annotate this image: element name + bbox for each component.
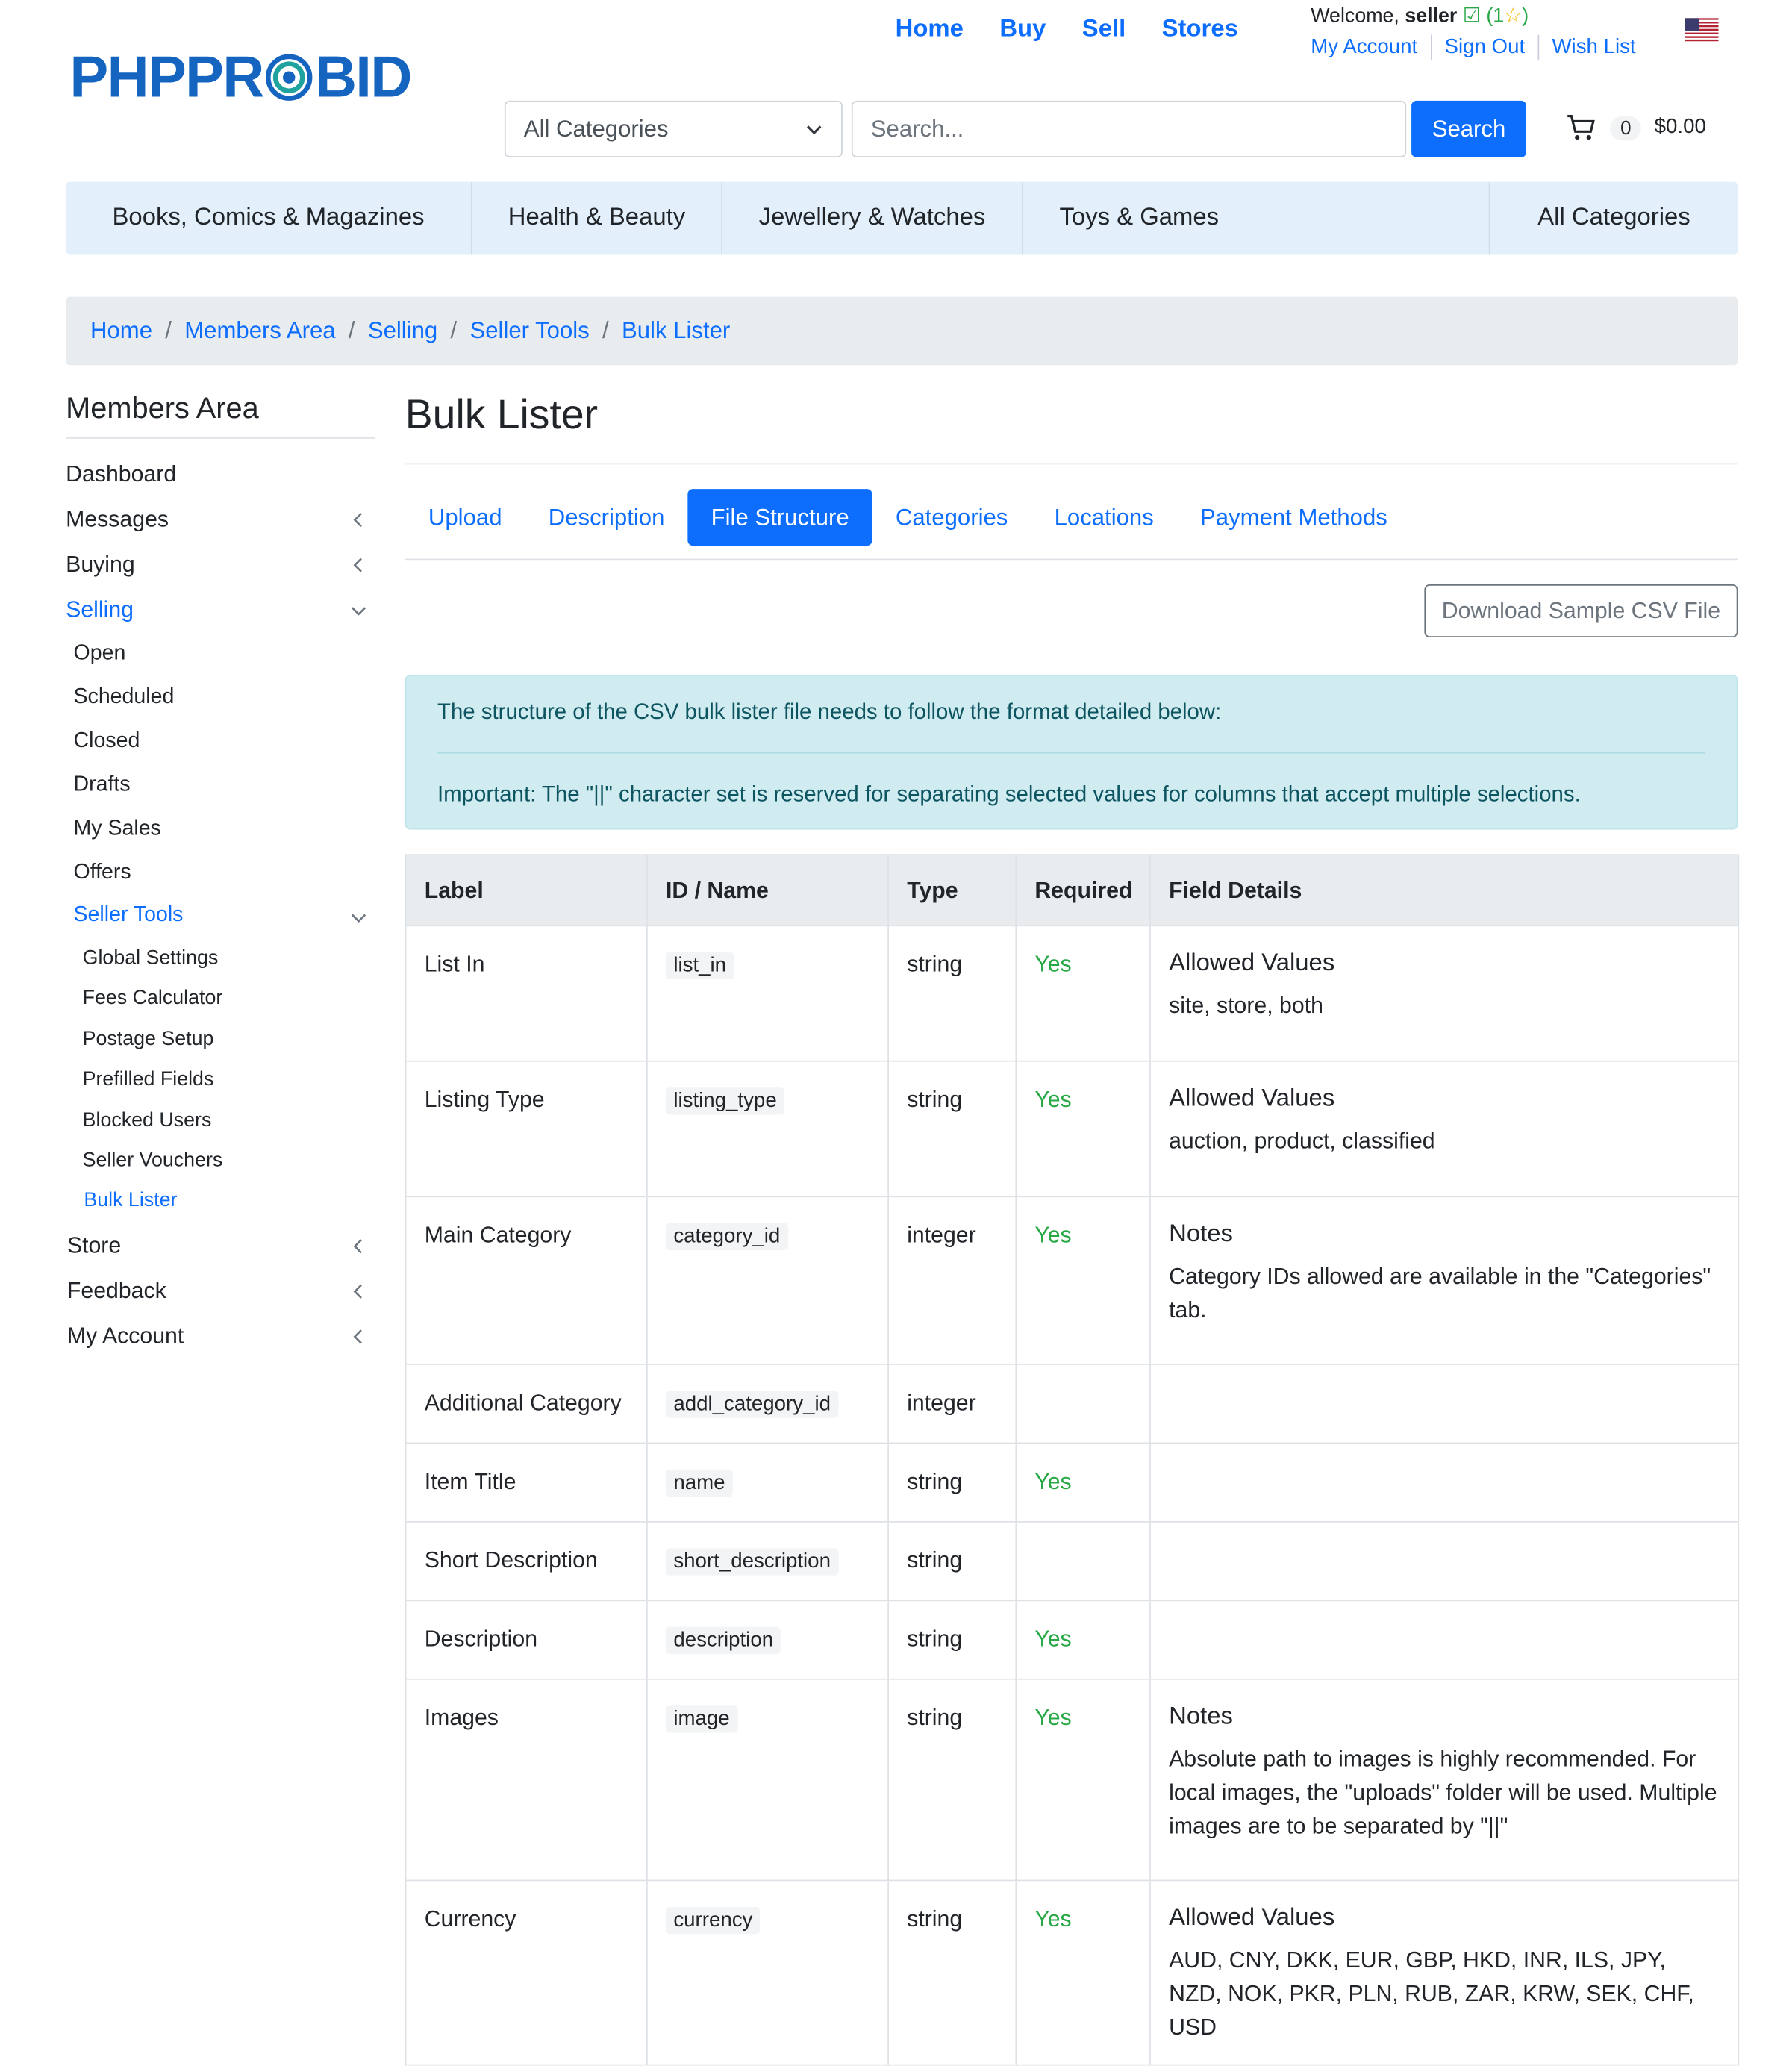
column-header-required: Required <box>1016 855 1150 926</box>
alert-text-important: Important: The "||" character set is reserved for separating selected values for columns that accept multiple selections. <box>437 781 1581 807</box>
star-icon: ☆ <box>1504 4 1523 28</box>
site-logo[interactable] <box>69 41 410 113</box>
row-type: string <box>888 1061 1016 1197</box>
row-type: string <box>888 926 1016 1061</box>
row-details <box>1150 1522 1738 1600</box>
sidebar-item-global-settings[interactable]: Global Settings <box>82 946 219 970</box>
category-jewellery-watches[interactable]: Jewellery & Watches <box>722 182 1023 255</box>
row-id: name <box>666 1470 733 1497</box>
column-header-id: ID / Name <box>647 855 888 926</box>
row-required: Yes <box>1016 1679 1150 1881</box>
row-label: List In <box>406 926 647 1061</box>
row-details <box>1150 1443 1738 1521</box>
breadcrumb-members-area[interactable]: Members Area <box>184 317 336 343</box>
row-details <box>1150 1600 1738 1679</box>
tab-description[interactable]: Description <box>548 504 665 530</box>
tab-payment-methods[interactable]: Payment Methods <box>1200 504 1387 530</box>
download-sample-csv-button[interactable]: Download Sample CSV File <box>1424 584 1738 637</box>
logo-text-left: PHPPR <box>69 43 263 110</box>
row-details-title: Allowed Values <box>1169 1085 1335 1113</box>
breadcrumb-bulk-lister[interactable]: Bulk Lister <box>621 317 731 343</box>
row-required: Yes <box>1016 1061 1150 1197</box>
tab-file-structure[interactable]: File Structure <box>688 489 872 546</box>
chevron-down-icon[interactable] <box>351 602 366 618</box>
account-links <box>1311 35 1649 61</box>
sidebar-item-fees-calculator[interactable]: Fees Calculator <box>82 987 223 1009</box>
cart-total: $0.00 <box>1654 116 1706 138</box>
row-type: string <box>888 1880 1016 2065</box>
row-details-title: Notes <box>1169 1703 1233 1731</box>
sidebar-divider <box>66 437 375 439</box>
target-logo-icon <box>264 53 313 102</box>
verified-check-icon: ☑ <box>1462 4 1481 28</box>
sidebar-item-prefilled-fields[interactable]: Prefilled Fields <box>82 1068 214 1090</box>
chevron-left-icon[interactable] <box>351 512 366 528</box>
sidebar-item-my-account[interactable]: My Account <box>66 1322 184 1349</box>
nav-home[interactable]: Home <box>895 15 964 43</box>
nav-stores[interactable]: Stores <box>1161 15 1238 43</box>
sign-out-link[interactable]: Sign Out <box>1431 35 1538 61</box>
my-account-link[interactable]: My Account <box>1311 36 1418 58</box>
cart-icon <box>1567 113 1597 142</box>
row-label: Description <box>406 1600 647 1679</box>
category-all[interactable]: All Categories <box>1489 182 1738 255</box>
page-title: Bulk Lister <box>405 390 599 437</box>
nav-sell[interactable]: Sell <box>1081 15 1126 43</box>
wish-list-link[interactable]: Wish List <box>1537 35 1648 61</box>
sidebar-item-feedback[interactable]: Feedback <box>66 1277 166 1303</box>
logo-text-right: BID <box>314 43 411 110</box>
alert-divider <box>437 752 1705 754</box>
sidebar-item-seller-vouchers[interactable]: Seller Vouchers <box>82 1149 223 1172</box>
table-row <box>406 926 1739 1061</box>
column-header-type: Type <box>888 855 1016 926</box>
sidebar-title: Members Area <box>66 390 259 425</box>
tab-bar <box>405 489 1411 546</box>
table-row <box>406 1880 1739 2065</box>
sidebar-item-drafts[interactable]: Drafts <box>73 773 131 796</box>
sidebar-item-seller-tools[interactable]: Seller Tools <box>73 903 184 927</box>
row-id: short_description <box>666 1548 838 1575</box>
row-required: Yes <box>1016 1600 1150 1679</box>
row-type: integer <box>888 1364 1016 1443</box>
tab-categories[interactable]: Categories <box>895 504 1008 530</box>
row-details <box>1150 1364 1738 1443</box>
sidebar-item-store[interactable]: Store <box>66 1232 122 1258</box>
breadcrumb-seller-tools[interactable]: Seller Tools <box>469 317 590 343</box>
cart[interactable] <box>1567 113 1706 142</box>
chevron-left-icon[interactable] <box>351 1238 366 1254</box>
category-toys-games[interactable]: Toys & Games <box>1059 204 1220 231</box>
username: seller <box>1405 4 1458 28</box>
table-row <box>406 1443 1739 1521</box>
table-row <box>406 1196 1739 1364</box>
row-label: Main Category <box>406 1196 647 1364</box>
table-header-row <box>406 855 1739 926</box>
breadcrumb-home[interactable]: Home <box>90 317 153 343</box>
row-details: AUD, CNY, DKK, EUR, GBP, HKD, INR, ILS, JPY, NZD, NOK, PKR, PLN, RUB, ZAR, KRW, SEK, CHF, USD <box>1169 1947 1694 2040</box>
file-structure-table <box>405 854 1739 2065</box>
row-details-title: Allowed Values <box>1169 1904 1335 1932</box>
row-required <box>1016 1364 1150 1443</box>
category-bar <box>66 182 1738 255</box>
row-required: Yes <box>1016 1443 1150 1521</box>
sidebar-item-messages[interactable]: Messages <box>66 505 169 532</box>
row-details: Category IDs allowed are available in the "Categories" tab. <box>1169 1263 1711 1323</box>
sidebar-item-my-sales[interactable]: My Sales <box>73 817 161 840</box>
search-input[interactable] <box>852 101 1406 157</box>
sidebar-item-closed[interactable]: Closed <box>73 728 140 752</box>
column-header-field-details: Field Details <box>1150 855 1738 926</box>
category-select-value: All Categories <box>523 115 669 142</box>
tabs-divider <box>405 558 1738 560</box>
row-label: Listing Type <box>406 1061 647 1197</box>
row-type: string <box>888 1522 1016 1600</box>
row-id: list_in <box>666 952 734 979</box>
sidebar-item-open[interactable]: Open <box>73 641 126 665</box>
row-id: image <box>666 1705 737 1732</box>
welcome-text <box>1311 4 1529 28</box>
row-required: Yes <box>1016 1196 1150 1364</box>
table-row <box>406 1600 1739 1679</box>
top-nav <box>896 16 1238 44</box>
row-details-title: Notes <box>1169 1220 1233 1248</box>
sidebar-item-blocked-users[interactable]: Blocked Users <box>82 1109 212 1132</box>
table-row <box>406 1522 1739 1600</box>
row-label: Item Title <box>406 1443 647 1521</box>
sidebar-item-postage-setup[interactable]: Postage Setup <box>82 1028 214 1051</box>
table-row <box>406 1364 1739 1443</box>
category-select[interactable] <box>505 101 843 157</box>
cart-count: 0 <box>1610 116 1641 140</box>
row-required: Yes <box>1016 1880 1150 2065</box>
rating-close: ) <box>1522 4 1529 28</box>
row-details: Absolute path to images is highly recommended. For local images, the "uploads" folder will be used. Multiple images are to be separated by "||" <box>1169 1745 1717 1839</box>
breadcrumb: Home / Members Area / Selling / Seller Tools / Bulk Lister <box>66 297 1738 366</box>
sidebar-item-bulk-lister[interactable]: Bulk Lister <box>84 1189 178 1212</box>
chevron-left-icon[interactable] <box>351 1329 366 1344</box>
sidebar-item-selling[interactable]: Selling <box>66 596 134 622</box>
row-type: integer <box>888 1196 1016 1364</box>
category-books[interactable]: Books, Comics & Magazines <box>66 182 472 255</box>
row-id: listing_type <box>666 1087 784 1114</box>
title-divider <box>405 464 1738 465</box>
column-header-label: Label <box>406 855 647 926</box>
chevron-left-icon[interactable] <box>351 558 366 573</box>
table-row <box>406 1061 1739 1197</box>
info-alert <box>405 675 1738 829</box>
tab-locations[interactable]: Locations <box>1054 504 1154 530</box>
row-details-title: Allowed Values <box>1169 949 1335 977</box>
row-id: addl_category_id <box>666 1391 838 1417</box>
row-label: Additional Category <box>406 1364 647 1443</box>
chevron-down-icon[interactable] <box>351 910 366 926</box>
row-label: Images <box>406 1679 647 1881</box>
us-flag-icon[interactable] <box>1685 18 1719 41</box>
chevron-left-icon[interactable] <box>351 1284 366 1299</box>
sidebar-item-buying[interactable]: Buying <box>66 551 135 577</box>
sidebar-item-scheduled[interactable]: Scheduled <box>73 684 175 709</box>
breadcrumb-selling[interactable]: Selling <box>367 317 438 343</box>
row-type: string <box>888 1600 1016 1679</box>
row-details: site, store, both <box>1169 992 1323 1018</box>
row-label: Currency <box>406 1880 647 2065</box>
row-id: description <box>666 1627 781 1654</box>
sidebar-item-offers[interactable]: Offers <box>73 860 131 884</box>
table-row <box>406 1679 1739 1881</box>
category-health-beauty[interactable]: Health & Beauty <box>472 182 722 255</box>
sidebar-item-dashboard[interactable]: Dashboard <box>66 461 177 487</box>
rating-open: (1 <box>1486 4 1505 28</box>
search-button[interactable]: Search <box>1411 101 1526 157</box>
welcome-prefix: Welcome, <box>1311 4 1399 28</box>
row-required: Yes <box>1016 926 1150 1061</box>
row-type: string <box>888 1443 1016 1521</box>
row-id: currency <box>666 1907 761 1934</box>
row-required <box>1016 1522 1150 1600</box>
row-label: Short Description <box>406 1522 647 1600</box>
row-id: category_id <box>666 1223 788 1250</box>
row-type: string <box>888 1679 1016 1881</box>
row-details: auction, product, classified <box>1169 1127 1435 1154</box>
chevron-down-icon <box>805 120 823 138</box>
alert-text-structure: The structure of the CSV bulk lister file needs to follow the format detailed below: <box>437 699 1222 724</box>
nav-buy[interactable]: Buy <box>999 15 1046 43</box>
tab-upload[interactable]: Upload <box>428 504 502 530</box>
